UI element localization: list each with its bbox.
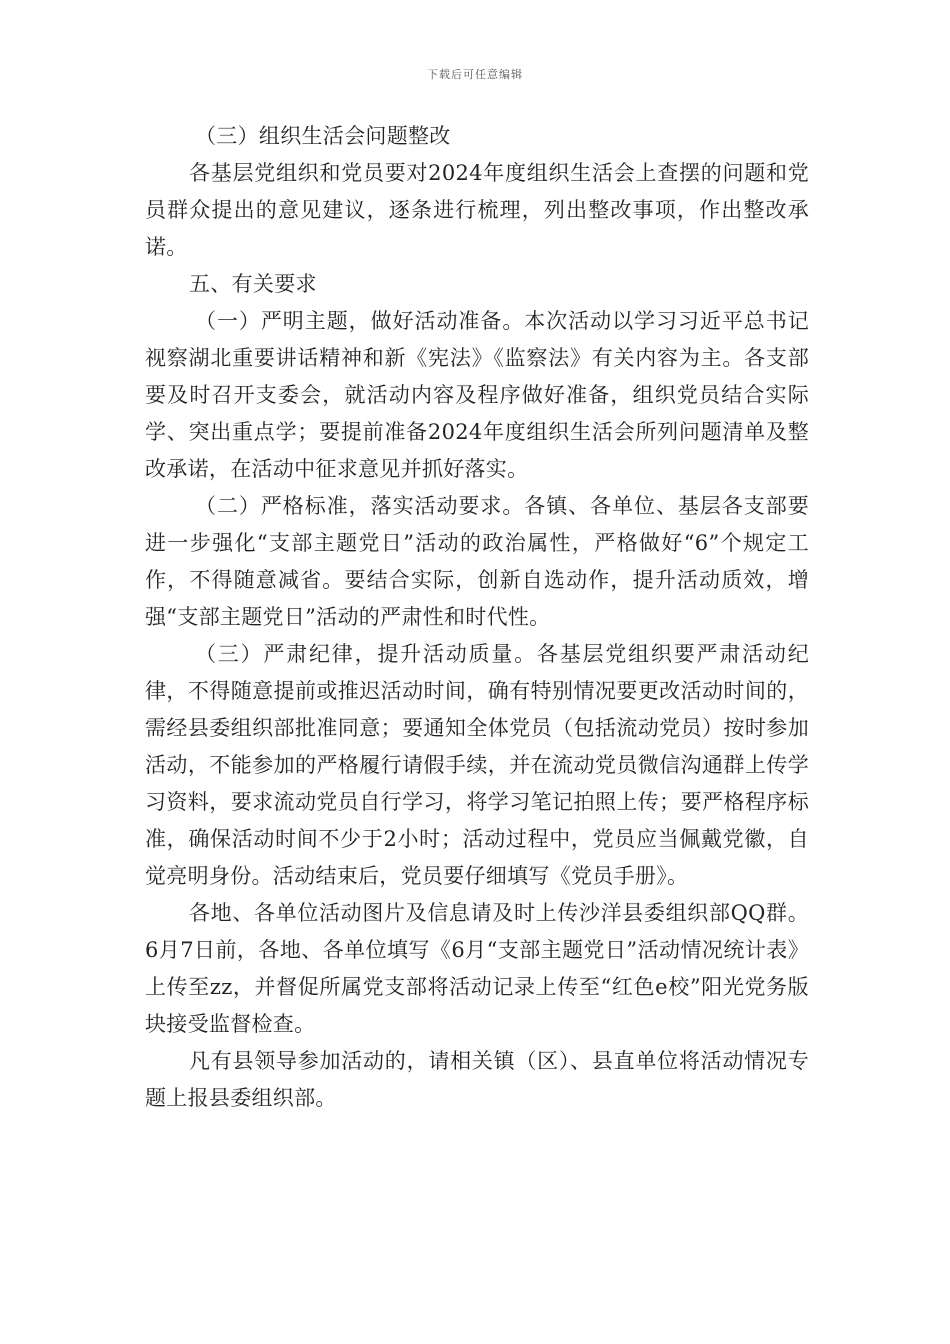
paragraph-leader-report: 凡有县领导参加活动的，请相关镇（区）、县直单位将活动情况专题上报县委组织部。 [145,1049,809,1110]
section-heading-requirements: 五、有关要求 [189,272,317,296]
paragraph-requirement-1: （一）严明主题，做好活动准备。本次活动以学习习近平总书记视察湖北重要讲话精神和新《宪法》《监察法》有关内容为主。各支部要及时召开支委会，就活动内容及程序做好准备，组织党员结合实际学、突出重点学；要提前准备2024年度组织生活会所列问题清单及整改承诺，在活动中征求意见并抓好落实。 [145,309,809,481]
document-body [145,118,809,1117]
paragraph-upload-instructions: 各地、各单位活动图片及信息请及时上传沙洋县委组织部QQ群。6月7日前，各地、各单位填写《6月“支部主题党日”活动情况统计表》上传至zz，并督促所属党支部将活动记录上传至“红色e校”阳光党务版块接受监督检查。 [145,901,809,1036]
paragraph-requirement-2: （二）严格标准，落实活动要求。各镇、各单位、基层各支部要进一步强化“支部主题党日”活动的政治属性，严格做好“6”个规定工作，不得随意减省。要结合实际，创新自选动作，提升活动质效，增强“支部主题党日”活动的严肃性和时代性。 [145,494,809,629]
paragraph-requirement-3: （三）严肃纪律，提升活动质量。各基层党组织要严肃活动纪律，不得随意提前或推迟活动时间，确有特别情况要更改活动时间的，需经县委组织部批准同意；要通知全体党员（包括流动党员）按时参加活动，不能参加的严格履行请假手续，并在流动党员微信沟通群上传学习资料，要求流动党员自行学习，将学习笔记拍照上传；要严格程序标准，确保活动时间不少于2小时；活动过程中，党员应当佩戴党徽，自觉亮明身份。活动结束后，党员要仔细填写《党员手册》。 [145,642,809,888]
section-heading-rectification: （三）组织生活会问题整改 [195,124,451,148]
paragraph-rectification: 各基层党组织和党员要对2024年度组织生活会上查摆的问题和党员群众提出的意见建议，逐条进行梳理，列出整改事项，作出整改承诺。 [145,161,809,259]
download-note: 下载后可任意编辑 [427,68,523,81]
